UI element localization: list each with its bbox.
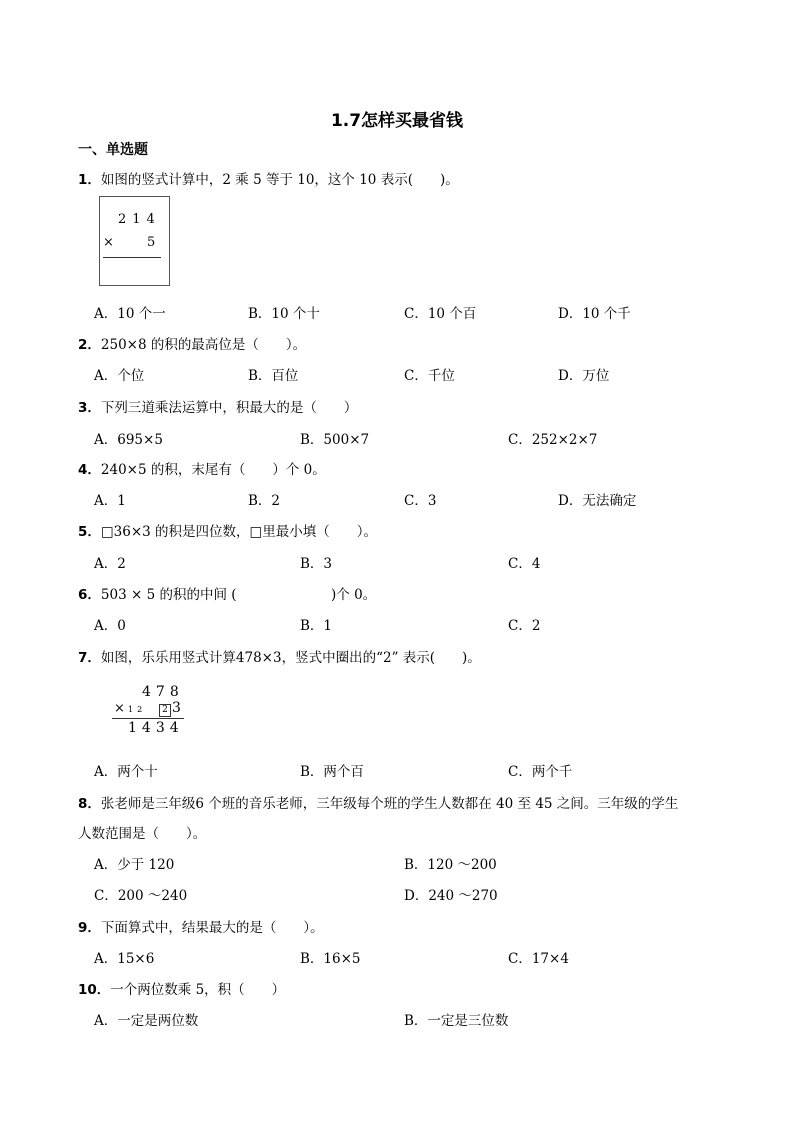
option-7b[interactable]: B．两个百 xyxy=(300,764,364,780)
figure-row-multiplicand: 478 xyxy=(142,684,184,700)
question-1 xyxy=(78,168,459,188)
option-1d[interactable]: D．10 个千 xyxy=(558,306,631,322)
question-4 xyxy=(78,458,326,478)
option-6b[interactable]: B．1 xyxy=(300,618,333,634)
question-9 xyxy=(78,916,324,936)
figure-result: 1434 xyxy=(128,720,184,736)
figure-divider-line xyxy=(112,718,184,719)
option-8b[interactable]: B．120 ～200 xyxy=(404,857,497,873)
question-number: 9． xyxy=(78,920,101,936)
option-4b[interactable]: B．2 xyxy=(248,493,281,509)
question-text: 503 × 5 的积的中间 ( )个 0。 xyxy=(100,587,377,603)
option-3b[interactable]: B．500×7 xyxy=(300,432,370,448)
option-5c[interactable]: C．4 xyxy=(508,556,541,572)
question-number: 2． xyxy=(78,337,101,353)
question-number: 5． xyxy=(78,524,101,540)
option-7a[interactable]: A．两个十 xyxy=(94,764,158,780)
option-5a[interactable]: A．2 xyxy=(94,556,126,572)
figure-multiply-sign: × xyxy=(103,235,114,250)
option-2c[interactable]: C．千位 xyxy=(404,368,455,384)
question-text: 如图，乐乐用竖式计算478×3，竖式中圈出的“2” 表示( )。 xyxy=(100,650,481,666)
question-2 xyxy=(78,333,306,353)
question-8 xyxy=(78,792,678,812)
option-10a[interactable]: A．一定是两位数 xyxy=(94,1013,199,1029)
question-3 xyxy=(78,396,357,416)
page-title: 1.7怎样买最省钱 xyxy=(330,111,464,131)
option-4a[interactable]: A．1 xyxy=(94,493,126,509)
option-8c[interactable]: C．200 ～240 xyxy=(94,888,188,904)
option-3c[interactable]: C．252×2×7 xyxy=(508,432,598,448)
option-6c[interactable]: C．2 xyxy=(508,618,541,634)
option-4d[interactable]: D．无法确定 xyxy=(558,493,637,509)
option-10b[interactable]: B．一定是三位数 xyxy=(404,1013,509,1029)
option-1a[interactable]: A．10 个一 xyxy=(94,306,166,322)
option-6a[interactable]: A．0 xyxy=(94,618,126,634)
figure-row-multiplier: 5 xyxy=(147,235,156,250)
question-number: 1． xyxy=(78,172,101,188)
option-9a[interactable]: A．15×6 xyxy=(94,951,155,967)
figure-multiply-sign: × xyxy=(114,701,125,716)
question-6 xyxy=(78,583,376,603)
option-2b[interactable]: B．百位 xyxy=(248,368,299,384)
figure-carry-digits: 12 xyxy=(128,705,147,714)
figure-circled-digit: 2 xyxy=(159,704,171,717)
question-text: 张老师是三年级6 个班的音乐老师，三年级每个班的学生人数都在 40 至 45 之间。三年级的学生 xyxy=(100,796,679,812)
question-text: 下列三道乘法运算中，积最大的是（ ） xyxy=(100,400,358,416)
question-text: 250×8 的积的最高位是（ ）。 xyxy=(100,337,307,353)
option-8a[interactable]: A．少于 120 xyxy=(94,857,175,873)
option-2d[interactable]: D．万位 xyxy=(558,368,610,384)
option-7c[interactable]: C．两个千 xyxy=(508,764,573,780)
question-text: □36×3 的积是四位数，□里最小填（ ）。 xyxy=(100,524,378,540)
option-1c[interactable]: C．10 个百 xyxy=(404,306,477,322)
option-4c[interactable]: C．3 xyxy=(404,493,437,509)
question-text: 下面算式中，结果最大的是（ ）。 xyxy=(100,920,324,936)
question-10 xyxy=(78,978,285,998)
option-5b[interactable]: B．3 xyxy=(300,556,333,572)
figure-divider-line xyxy=(103,257,161,258)
figure-row-multiplier: 3 xyxy=(172,700,181,716)
question-text: 一个两位数乘 5，积（ ） xyxy=(110,982,286,998)
question-number: 6． xyxy=(78,587,101,603)
question-7 xyxy=(78,646,481,666)
figure-row-multiplicand: 214 xyxy=(118,212,161,227)
vertical-multiplication-figure-7 xyxy=(108,680,188,740)
section-heading: 一、单选题 xyxy=(78,142,148,158)
question-number: 7． xyxy=(78,650,101,666)
option-2a[interactable]: A．个位 xyxy=(94,368,145,384)
vertical-multiplication-figure-1 xyxy=(99,196,170,286)
question-number: 8． xyxy=(78,796,101,812)
question-text: 如图的竖式计算中，2 乘 5 等于 10，这个 10 表示( )。 xyxy=(100,172,459,188)
question-8-continued: 人数范围是（ ）。 xyxy=(78,826,207,842)
option-8d[interactable]: D．240 ～270 xyxy=(404,888,498,904)
question-number: 4． xyxy=(78,462,101,478)
question-text: 240×5 的积，末尾有（ ）个 0。 xyxy=(100,462,326,478)
question-number: 3． xyxy=(78,400,101,416)
option-3a[interactable]: A．695×5 xyxy=(94,432,163,448)
question-5 xyxy=(78,520,377,540)
option-9c[interactable]: C．17×4 xyxy=(508,951,569,967)
option-1b[interactable]: B．10 个十 xyxy=(248,306,320,322)
option-9b[interactable]: B．16×5 xyxy=(300,951,361,967)
question-number: 10． xyxy=(78,982,111,998)
